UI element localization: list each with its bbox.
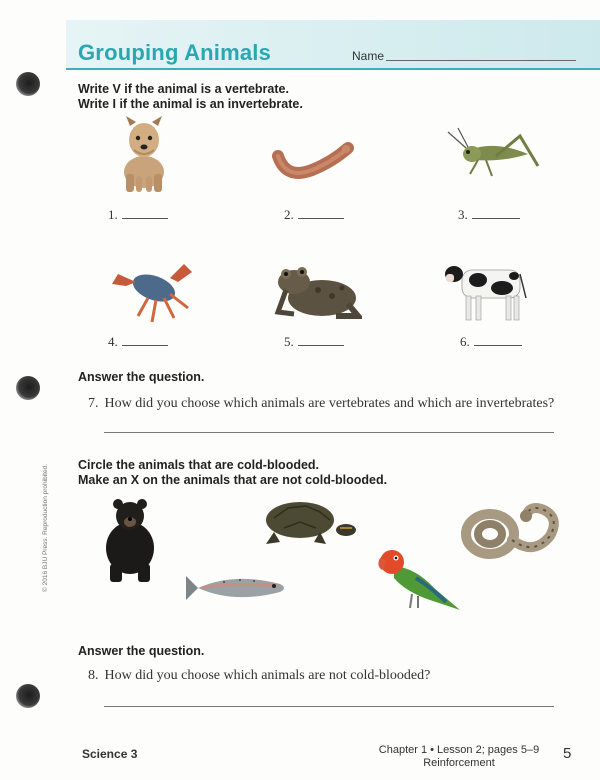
instruction-line-2: Write I if the animal is an invertebrate. bbox=[78, 97, 303, 111]
answer-number-3: 3. bbox=[458, 207, 468, 222]
question7 bbox=[88, 396, 554, 412]
footer-lesson-info bbox=[374, 744, 544, 770]
footer-chapter-line: Chapter 1 • Lesson 2; pages 5–9 bbox=[378, 744, 540, 756]
binder-hole-middle bbox=[16, 376, 40, 400]
crab-image bbox=[108, 258, 198, 326]
instruction-line-1: Write V if the animal is a vertebrate. bbox=[78, 82, 289, 96]
answer-blank-4[interactable] bbox=[122, 345, 168, 346]
question8-text: How did you choose which animals are not cold-blooded? bbox=[104, 668, 431, 683]
question7-text: How did you choose which animals are vertebrates and which are invertebrates? bbox=[104, 396, 555, 411]
copyright-text: © 2016 BJU Press. Reproduction prohibited. bbox=[42, 464, 49, 592]
footer-subject: Science 3 bbox=[82, 747, 138, 761]
binder-hole-top bbox=[16, 72, 40, 96]
answer-blank-1[interactable] bbox=[122, 218, 168, 219]
question7-number: 7. bbox=[88, 396, 99, 411]
toad-image bbox=[272, 260, 362, 320]
page-title: Grouping Animals bbox=[78, 40, 272, 65]
page-number: 5 bbox=[563, 745, 572, 762]
bear-image bbox=[102, 498, 158, 582]
parrot-image bbox=[376, 548, 462, 614]
cold-blooded-instructions bbox=[78, 458, 387, 488]
instruction-line-3: Circle the animals that are cold-blooded. bbox=[78, 458, 320, 472]
vertebrate-instructions bbox=[78, 82, 303, 112]
answer-blank-5[interactable] bbox=[298, 345, 344, 346]
name-line[interactable] bbox=[386, 60, 576, 61]
answer-number-2: 2. bbox=[284, 207, 294, 222]
name-label: Name bbox=[352, 49, 385, 63]
copyright-wrap bbox=[42, 464, 50, 722]
question8-heading: Answer the question. bbox=[78, 644, 205, 658]
question7-heading: Answer the question. bbox=[78, 370, 205, 384]
instruction-line-4: Make an X on the animals that are not cold-blooded. bbox=[78, 473, 388, 487]
answer-blank-3[interactable] bbox=[472, 218, 520, 219]
turtle-image bbox=[254, 498, 358, 550]
answer-number-5: 5. bbox=[284, 334, 294, 349]
earthworm-image bbox=[272, 132, 354, 188]
answer-number-4: 4. bbox=[108, 334, 118, 349]
answer-blank-2[interactable] bbox=[298, 218, 344, 219]
grasshopper-image bbox=[444, 126, 544, 182]
question8 bbox=[88, 668, 430, 684]
question8-answer-line[interactable] bbox=[104, 706, 554, 707]
question8-number: 8. bbox=[88, 668, 99, 683]
question7-answer-line[interactable] bbox=[104, 432, 554, 433]
dog-image bbox=[116, 114, 172, 194]
cow-image bbox=[444, 258, 532, 324]
snake-image bbox=[460, 496, 562, 564]
answer-number-6: 6. bbox=[460, 334, 470, 349]
fish-image bbox=[184, 570, 294, 606]
answer-blank-6[interactable] bbox=[474, 345, 522, 346]
binder-hole-bottom bbox=[16, 684, 40, 708]
answer-number-1: 1. bbox=[108, 207, 118, 222]
footer-type: Reinforcement bbox=[423, 757, 495, 769]
